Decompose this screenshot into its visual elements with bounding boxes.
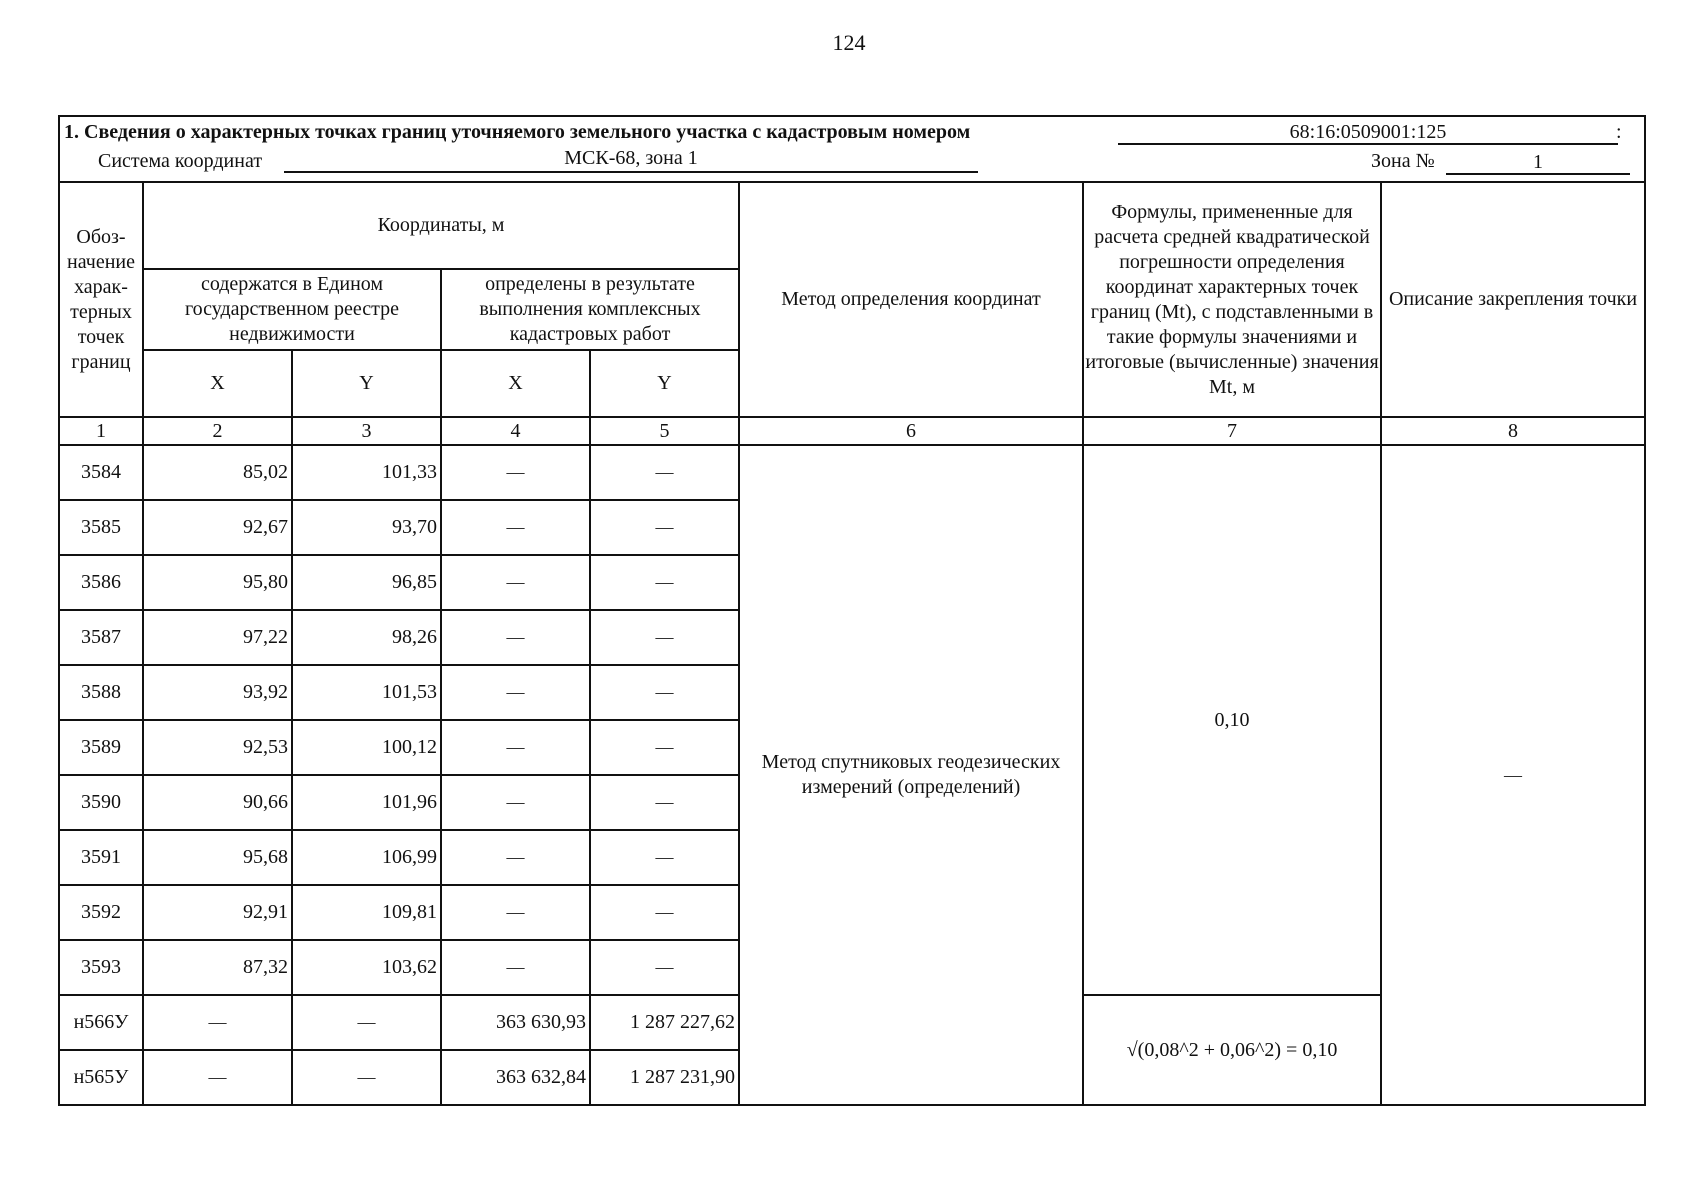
crs-label: Система координат — [98, 150, 263, 172]
determined-x: — — [441, 775, 590, 830]
cadastral-points-table-sheet — [58, 115, 1644, 1106]
egrn-y: — — [292, 995, 441, 1050]
egrn-y: 101,96 — [292, 775, 441, 830]
column-number: 1 — [59, 417, 143, 445]
egrn-x: 92,91 — [143, 885, 292, 940]
determined-x: — — [441, 885, 590, 940]
table-row — [59, 445, 1645, 500]
egrn-y: 98,26 — [292, 610, 441, 665]
determined-y: — — [590, 775, 739, 830]
egrn-y: — — [292, 1050, 441, 1105]
egrn-x: 92,67 — [143, 500, 292, 555]
method-cell: Метод спутниковых геодезических измерений (определений) — [739, 445, 1083, 1105]
column-number: 5 — [590, 417, 739, 445]
point-id: н565У — [59, 1050, 143, 1105]
column-number-row — [59, 417, 1645, 445]
egrn-x: 92,53 — [143, 720, 292, 775]
egrn-y: 103,62 — [292, 940, 441, 995]
cadastral-number: 68:16:0509001:125 — [1118, 121, 1618, 145]
determined-y: — — [590, 610, 739, 665]
determined-y: — — [590, 940, 739, 995]
determined-x: — — [441, 665, 590, 720]
section-title: 1. Сведения о характерных точках границ уточняемого земельного участка с кадастровым номером — [64, 121, 971, 143]
col-header-y2: Y — [590, 350, 739, 417]
point-id: 3588 — [59, 665, 143, 720]
col-header-determined: определены в результате выполнения комплексных кадастровых работ — [441, 269, 739, 350]
determined-y: — — [590, 665, 739, 720]
table-header-block — [59, 116, 1645, 182]
column-number: 2 — [143, 417, 292, 445]
cadastral-colon: : — [1616, 121, 1622, 143]
egrn-x: 95,68 — [143, 830, 292, 885]
egrn-x: 93,92 — [143, 665, 292, 720]
crs-value: МСК-68, зона 1 — [284, 147, 978, 173]
determined-y: 1 287 227,62 — [590, 995, 739, 1050]
egrn-x: 85,02 — [143, 445, 292, 500]
point-id: 3590 — [59, 775, 143, 830]
zone-value: 1 — [1446, 151, 1630, 175]
egrn-x: 95,80 — [143, 555, 292, 610]
mt-formula-cell: √(0,08^2 + 0,06^2) = 0,10 — [1083, 995, 1381, 1105]
point-id: 3584 — [59, 445, 143, 500]
determined-x: — — [441, 720, 590, 775]
determined-y: — — [590, 830, 739, 885]
col-header-description: Описание закрепления точки — [1381, 182, 1645, 417]
egrn-y: 109,81 — [292, 885, 441, 940]
column-number: 3 — [292, 417, 441, 445]
determined-x: — — [441, 500, 590, 555]
egrn-x: — — [143, 995, 292, 1050]
determined-y: — — [590, 500, 739, 555]
col-header-x2: X — [441, 350, 590, 417]
col-header-egrn: содержатся в Едином государственном реестре недвижимости — [143, 269, 441, 350]
determined-x: 363 632,84 — [441, 1050, 590, 1105]
egrn-y: 101,53 — [292, 665, 441, 720]
point-id: 3587 — [59, 610, 143, 665]
determined-x: — — [441, 830, 590, 885]
egrn-y: 96,85 — [292, 555, 441, 610]
point-id: 3593 — [59, 940, 143, 995]
egrn-x: 97,22 — [143, 610, 292, 665]
point-id: 3589 — [59, 720, 143, 775]
determined-x: — — [441, 445, 590, 500]
col-header-designation: Обоз-начение харак-терных точек границ — [59, 182, 143, 417]
determined-x: 363 630,93 — [441, 995, 590, 1050]
column-number: 6 — [739, 417, 1083, 445]
column-number: 8 — [1381, 417, 1645, 445]
determined-x: — — [441, 940, 590, 995]
col-header-coordinates: Координаты, м — [143, 182, 739, 269]
point-id: 3591 — [59, 830, 143, 885]
egrn-x: — — [143, 1050, 292, 1105]
determined-y: — — [590, 885, 739, 940]
page-number: 124 — [832, 30, 866, 55]
determined-y: — — [590, 445, 739, 500]
egrn-x: 87,32 — [143, 940, 292, 995]
boundary-points-table — [58, 115, 1646, 1106]
determined-x: — — [441, 610, 590, 665]
point-id: 3592 — [59, 885, 143, 940]
zone-label: Зона № — [1371, 150, 1435, 172]
column-number: 7 — [1083, 417, 1381, 445]
col-header-formulas: Формулы, примененные для расчета средней квадратической погрешности определения координат характерных точек границ (Mt), с подставленными в такие формулы значениями и итоговые (вычисленные) значения Mt, м — [1083, 182, 1381, 417]
col-header-method: Метод определения координат — [739, 182, 1083, 417]
egrn-y: 101,33 — [292, 445, 441, 500]
col-header-y1: Y — [292, 350, 441, 417]
egrn-x: 90,66 — [143, 775, 292, 830]
egrn-y: 106,99 — [292, 830, 441, 885]
determined-y: — — [590, 720, 739, 775]
column-number: 4 — [441, 417, 590, 445]
point-id: 3586 — [59, 555, 143, 610]
mt-value-cell: 0,10 — [1083, 445, 1381, 995]
description-cell: — — [1381, 445, 1645, 1105]
determined-y: 1 287 231,90 — [590, 1050, 739, 1105]
point-id: н566У — [59, 995, 143, 1050]
determined-x: — — [441, 555, 590, 610]
egrn-y: 100,12 — [292, 720, 441, 775]
determined-y: — — [590, 555, 739, 610]
col-header-x1: X — [143, 350, 292, 417]
point-id: 3585 — [59, 500, 143, 555]
egrn-y: 93,70 — [292, 500, 441, 555]
